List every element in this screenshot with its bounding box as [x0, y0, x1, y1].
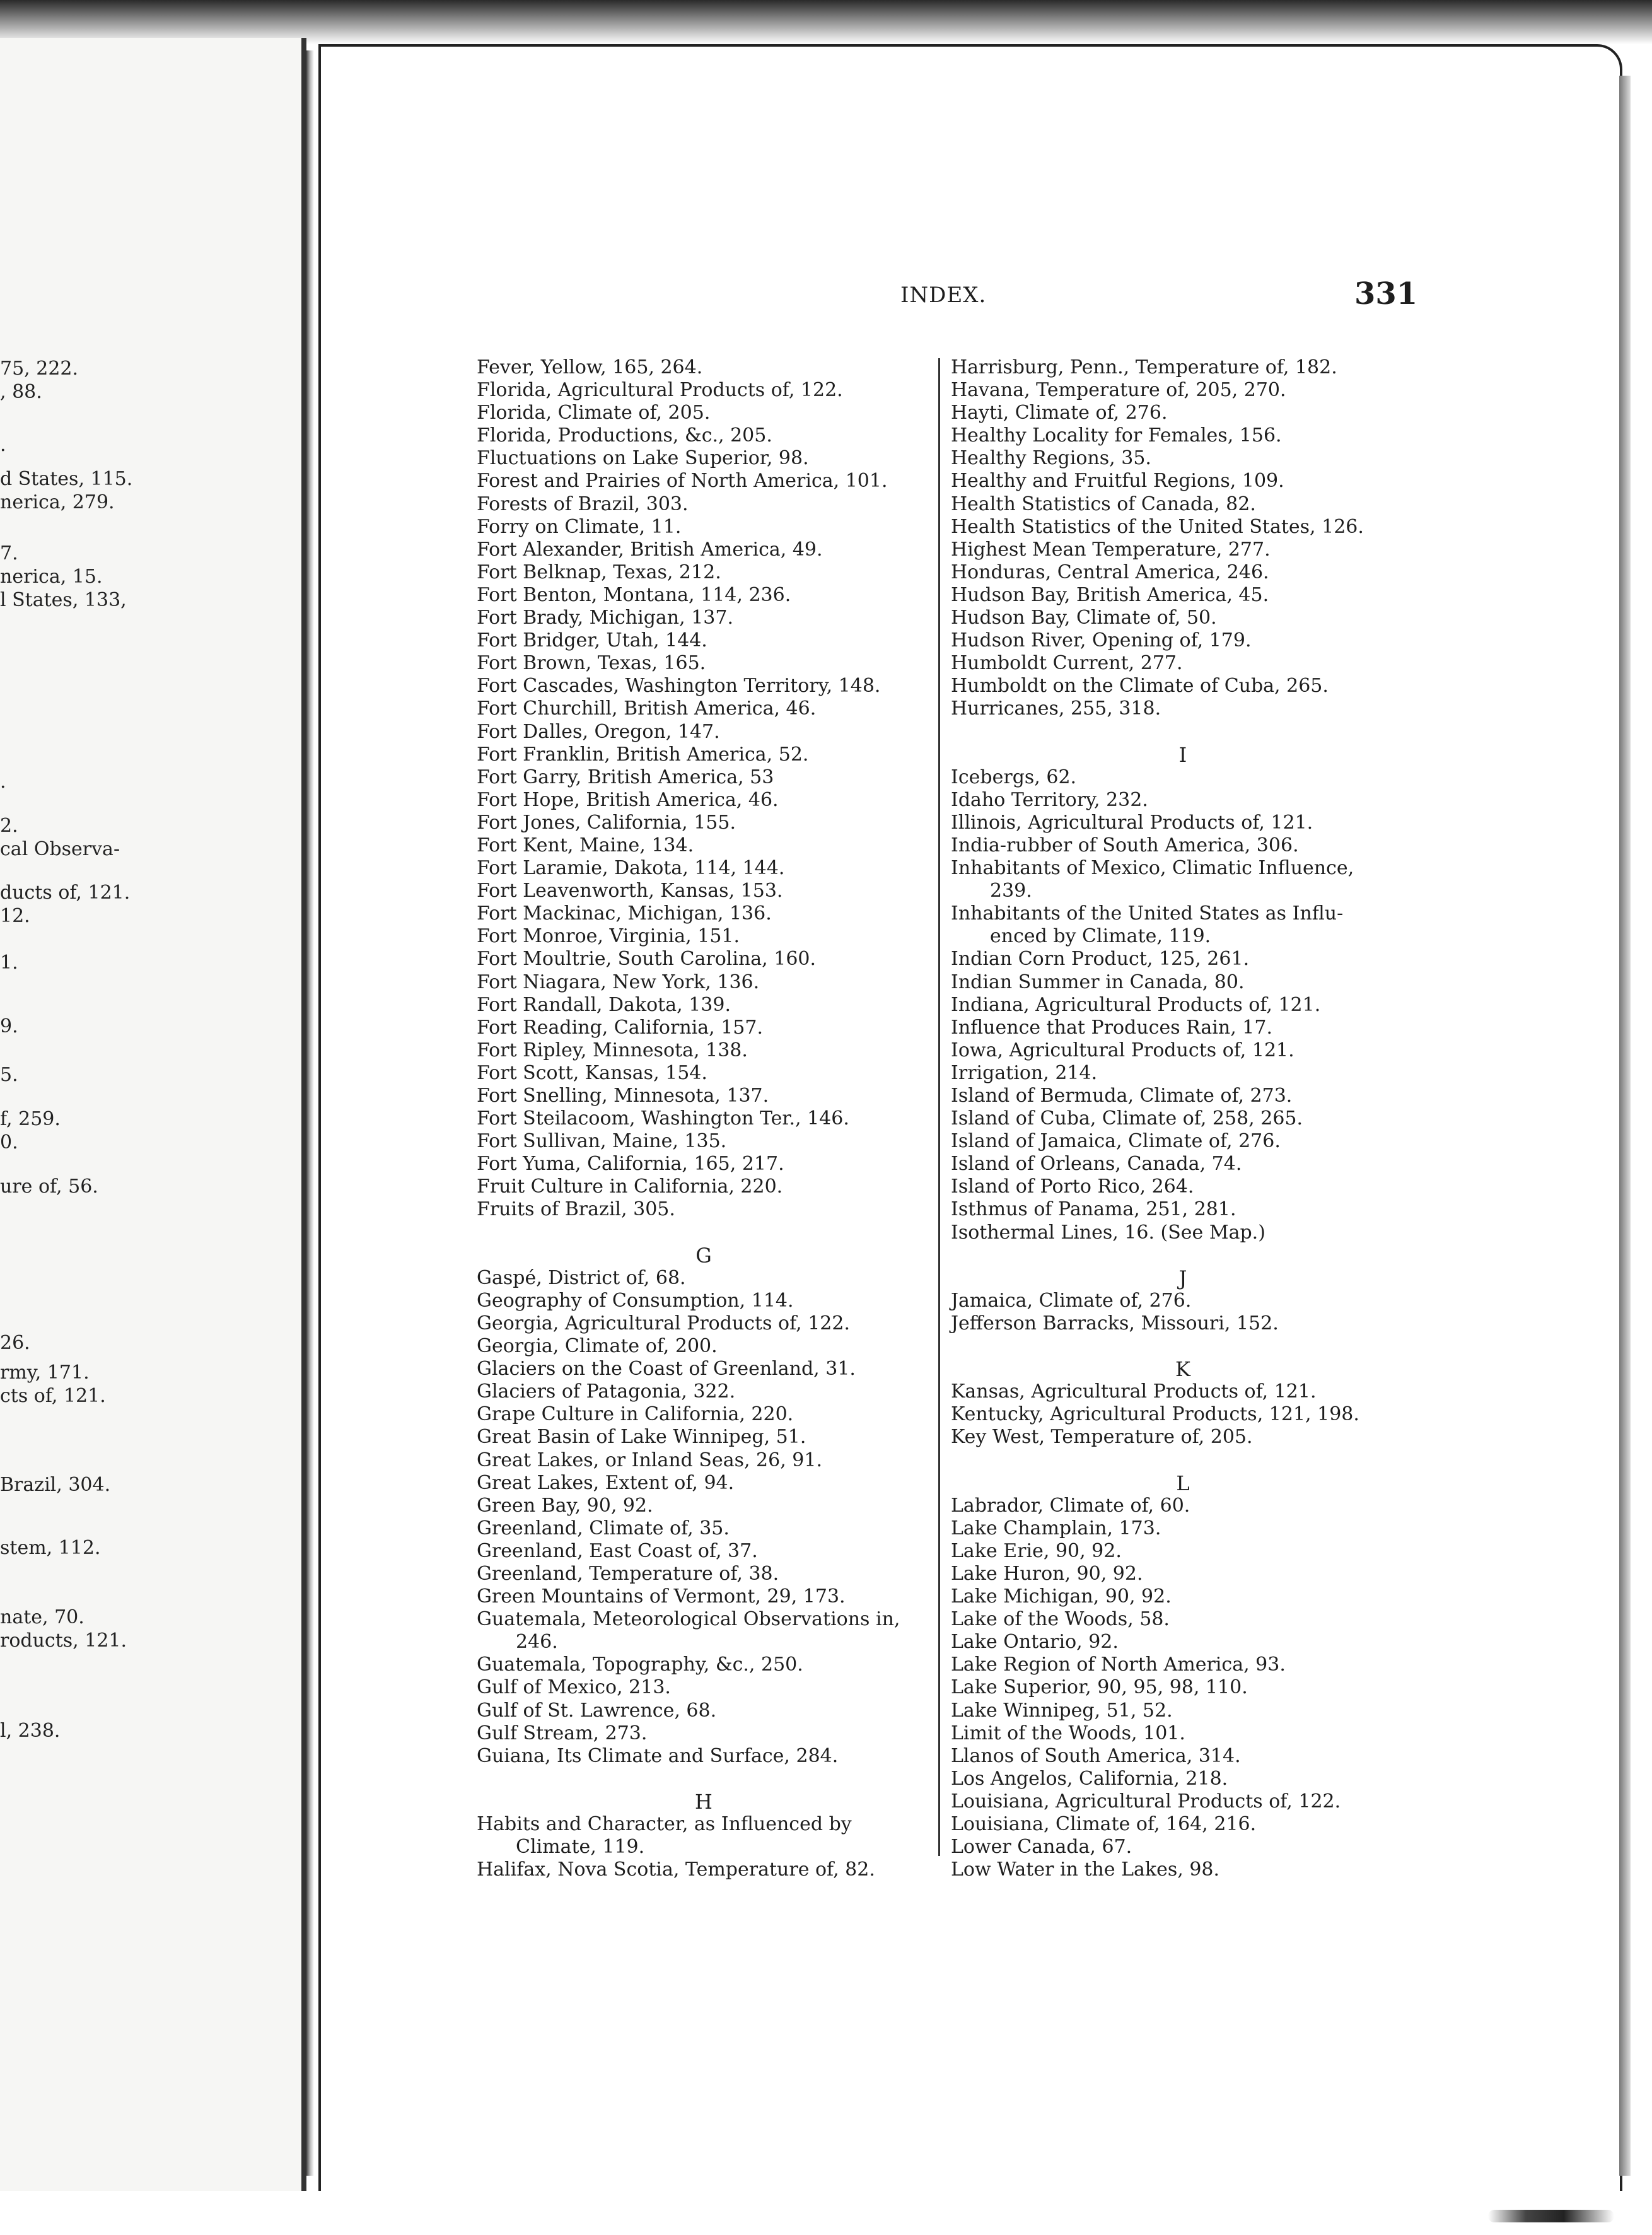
section-letter: I: [1178, 742, 1187, 767]
facing-page-text: 5.: [0, 1064, 18, 1086]
index-column-right: [951, 356, 1415, 1881]
index-entry-continuation: 246.: [516, 1631, 558, 1654]
index-entry: Georgia, Agricultural Products of, 122.: [477, 1312, 851, 1334]
index-entry: Low Water in the Lakes, 98.: [951, 1859, 1220, 1881]
column-rule: [938, 358, 940, 1856]
index-entry: Fort Monroe, Virginia, 151.: [477, 925, 740, 948]
index-entry: Florida, Climate of, 205.: [477, 402, 711, 424]
index-entry: Fort Reading, California, 157.: [477, 1016, 763, 1039]
index-entry: Icebergs, 62.: [951, 766, 1077, 788]
index-entry: Fort Hope, British America, 46.: [477, 788, 779, 811]
index-entry: Fort Garry, British America, 53: [477, 766, 774, 788]
index-entry: Gaspé, District of, 68.: [477, 1266, 686, 1289]
index-entry: Island of Cuba, Climate of, 258, 265.: [951, 1107, 1303, 1130]
index-entry: Fort Niagara, New York, 136.: [477, 971, 760, 993]
index-entry: Great Lakes, or Inland Seas, 26, 91.: [477, 1449, 823, 1471]
index-entry: Labrador, Climate of, 60.: [951, 1494, 1190, 1517]
index-entry: Influence that Produces Rain, 17.: [951, 1016, 1272, 1039]
index-entry: Forests of Brazil, 303.: [477, 493, 689, 515]
index-entry: Jefferson Barracks, Missouri, 152.: [951, 1312, 1279, 1334]
index-entry: Fort Laramie, Dakota, 114, 144.: [477, 857, 785, 880]
index-entry-continuation: Climate, 119.: [516, 1836, 645, 1859]
facing-page-text: 12.: [0, 905, 30, 927]
index-entry: Fort Mackinac, Michigan, 136.: [477, 902, 772, 925]
index-entry: Highest Mean Temperature, 277.: [951, 538, 1271, 561]
facing-page-text: nerica, 15.: [0, 566, 103, 588]
index-entry: Harrisburg, Penn., Temperature of, 182.: [951, 356, 1337, 378]
index-entry: Green Mountains of Vermont, 29, 173.: [477, 1585, 846, 1608]
index-entry: Geography of Consumption, 114.: [477, 1289, 794, 1312]
index-entry: Hudson River, Opening of, 179.: [951, 629, 1252, 652]
index-entry: Guatemala, Meteorological Observations in,: [477, 1608, 900, 1631]
index-entry: Fruit Culture in California, 220.: [477, 1176, 783, 1198]
index-entry: Gulf Stream, 273.: [477, 1722, 648, 1744]
index-entry: Kentucky, Agricultural Products, 121, 198.: [951, 1403, 1359, 1426]
index-entry: Fort Moultrie, South Carolina, 160.: [477, 948, 817, 971]
facing-page-text: l, 238.: [0, 1720, 61, 1742]
facing-page-text: 9.: [0, 1015, 18, 1037]
index-entry: Illinois, Agricultural Products of, 121.: [951, 811, 1313, 834]
index-entry: Fort Churchill, British America, 46.: [477, 697, 817, 720]
index-entry: Fort Brady, Michigan, 137.: [477, 607, 733, 629]
index-entry: Fort Kent, Maine, 134.: [477, 834, 694, 856]
index-entry: Guatemala, Topography, &c., 250.: [477, 1654, 803, 1676]
facing-page-text: ducts of, 121.: [0, 882, 131, 904]
index-entry: Fort Sullivan, Maine, 135.: [477, 1130, 727, 1153]
section-letter: G: [695, 1243, 712, 1268]
index-entry: Health Statistics of Canada, 82.: [951, 493, 1256, 515]
index-entry: India-rubber of South America, 306.: [951, 834, 1299, 856]
index-entry: Fort Dalles, Oregon, 147.: [477, 720, 720, 743]
facing-page-fragment: [0, 38, 306, 2195]
facing-page-text: rmy, 171.: [0, 1362, 90, 1384]
index-entry: Green Bay, 90, 92.: [477, 1494, 653, 1517]
index-entry: Humboldt Current, 277.: [951, 652, 1183, 675]
index-entry: Fort Franklin, British America, 52.: [477, 743, 809, 766]
facing-page-text: cal Observa-: [0, 838, 120, 860]
index-entry: Gulf of Mexico, 213.: [477, 1676, 671, 1699]
index-entry: Honduras, Central America, 246.: [951, 561, 1269, 583]
index-entry-continuation: enced by Climate, 119.: [990, 925, 1211, 948]
index-entry: Idaho Territory, 232.: [951, 788, 1148, 811]
index-entry: Fort Leavenworth, Kansas, 153.: [477, 880, 783, 902]
index-entry: Isthmus of Panama, 251, 281.: [951, 1198, 1236, 1221]
facing-page-text: f, 259.: [0, 1108, 61, 1130]
index-entry: Key West, Temperature of, 205.: [951, 1426, 1253, 1449]
index-entry: Lake Superior, 90, 95, 98, 110.: [951, 1676, 1248, 1699]
index-entry: Glaciers on the Coast of Greenland, 31.: [477, 1358, 856, 1380]
facing-page-text: 7.: [0, 542, 18, 564]
index-entry: Fluctuations on Lake Superior, 98.: [477, 447, 809, 470]
facing-page-text: roducts, 121.: [0, 1630, 127, 1652]
index-entry: Fort Benton, Montana, 114, 236.: [477, 583, 791, 606]
index-entry: Great Basin of Lake Winnipeg, 51.: [477, 1426, 806, 1449]
page-number: 331: [1354, 276, 1418, 312]
facing-page-text: 0.: [0, 1131, 18, 1153]
index-entry: Lake Region of North America, 93.: [951, 1654, 1286, 1676]
index-entry: Island of Porto Rico, 264.: [951, 1176, 1194, 1198]
section-letter: J: [1178, 1266, 1187, 1290]
index-entry: Indian Summer in Canada, 80.: [951, 971, 1245, 993]
section-letter: H: [695, 1789, 713, 1814]
index-entry: Iowa, Agricultural Products of, 121.: [951, 1039, 1294, 1061]
index-entry: Lake Michigan, 90, 92.: [951, 1585, 1172, 1608]
facing-page-text: , 88.: [0, 381, 42, 403]
running-head: INDEX.: [900, 283, 987, 308]
index-entry-continuation: 239.: [990, 880, 1032, 902]
index-entry: Florida, Agricultural Products of, 122.: [477, 379, 843, 402]
index-entry: Isothermal Lines, 16. (See Map.): [951, 1221, 1265, 1244]
facing-page-text: stem, 112.: [0, 1537, 101, 1559]
index-entry: Fever, Yellow, 165, 264.: [477, 356, 703, 378]
index-entry: Hudson Bay, British America, 45.: [951, 583, 1269, 606]
index-entry: Louisiana, Agricultural Products of, 122.: [951, 1790, 1341, 1812]
index-column-left: [477, 356, 931, 1881]
index-entry: Lake of the Woods, 58.: [951, 1608, 1170, 1631]
index-entry: Greenland, East Coast of, 37.: [477, 1539, 758, 1562]
index-entry: Greenland, Climate of, 35.: [477, 1517, 730, 1539]
index-entry: Fort Ripley, Minnesota, 138.: [477, 1039, 748, 1061]
index-entry: Glaciers of Patagonia, 322.: [477, 1380, 736, 1403]
index-entry: Jamaica, Climate of, 276.: [951, 1289, 1192, 1312]
index-entry: Lake Winnipeg, 51, 52.: [951, 1699, 1173, 1722]
index-entry: Grape Culture in California, 220.: [477, 1403, 794, 1426]
index-entry: Lake Champlain, 173.: [951, 1517, 1161, 1539]
facing-page-text: 2.: [0, 815, 18, 837]
index-entry: Habits and Character, as Influenced by: [477, 1813, 852, 1835]
index-entry: Fort Bridger, Utah, 144.: [477, 629, 707, 652]
index-entry: Island of Orleans, Canada, 74.: [951, 1153, 1242, 1176]
index-entry: Fort Alexander, British America, 49.: [477, 538, 823, 561]
index-entry: Havana, Temperature of, 205, 270.: [951, 379, 1286, 402]
index-entry: Fruits of Brazil, 305.: [477, 1198, 675, 1221]
section-letter: L: [1176, 1471, 1190, 1495]
facing-page-text: nerica, 279.: [0, 491, 115, 513]
index-entry: Fort Jones, California, 155.: [477, 811, 736, 834]
index-entry: Fort Brown, Texas, 165.: [477, 652, 706, 675]
index-entry: Irrigation, 214.: [951, 1061, 1098, 1084]
index-entry: Llanos of South America, 314.: [951, 1744, 1241, 1767]
index-entry: Fort Belknap, Texas, 212.: [477, 561, 721, 583]
index-entry: Fort Cascades, Washington Territory, 148.: [477, 675, 881, 697]
facing-page-text: l States, 133,: [0, 589, 127, 611]
index-entry: Indian Corn Product, 125, 261.: [951, 948, 1250, 971]
facing-page-text: .: [0, 434, 6, 456]
index-entry: Louisiana, Climate of, 164, 216.: [951, 1813, 1257, 1835]
index-entry: Lower Canada, 67.: [951, 1836, 1132, 1859]
facing-page-text: nate, 70.: [0, 1606, 84, 1628]
index-entry: Island of Jamaica, Climate of, 276.: [951, 1130, 1281, 1153]
index-entry: Indiana, Agricultural Products of, 121.: [951, 993, 1321, 1016]
index-entry: Guiana, Its Climate and Surface, 284.: [477, 1744, 839, 1767]
index-entry: Limit of the Woods, 101.: [951, 1722, 1185, 1744]
facing-page-text: .: [0, 771, 6, 793]
scan-smudge: [1488, 2210, 1614, 2222]
facing-page-text: 26.: [0, 1332, 30, 1354]
index-entry: Los Angelos, California, 218.: [951, 1767, 1228, 1790]
index-entry: Halifax, Nova Scotia, Temperature of, 82.: [477, 1859, 875, 1881]
index-entry: Lake Ontario, 92.: [951, 1631, 1119, 1654]
index-entry: Healthy Locality for Females, 156.: [951, 424, 1282, 447]
index-entry: Inhabitants of Mexico, Climatic Influence,: [951, 857, 1354, 880]
index-entry: Lake Erie, 90, 92.: [951, 1539, 1122, 1562]
facing-page-text: 75, 222.: [0, 358, 79, 380]
book-gutter: [306, 50, 314, 2176]
index-entry: Fort Randall, Dakota, 139.: [477, 993, 731, 1016]
scan-bottom: [0, 2191, 1652, 2235]
index-entry: Florida, Productions, &c., 205.: [477, 424, 772, 447]
facing-page-text: Brazil, 304.: [0, 1474, 111, 1496]
index-entry: Fort Scott, Kansas, 154.: [477, 1061, 707, 1084]
index-entry: Forest and Prairies of North America, 101.: [477, 470, 888, 493]
index-entry: Lake Huron, 90, 92.: [951, 1562, 1143, 1585]
index-entry: Humboldt on the Climate of Cuba, 265.: [951, 675, 1329, 697]
index-entry: Gulf of St. Lawrence, 68.: [477, 1699, 717, 1722]
index-entry: Great Lakes, Extent of, 94.: [477, 1471, 735, 1494]
index-entry: Forry on Climate, 11.: [477, 515, 682, 538]
index-entry: Fort Snelling, Minnesota, 137.: [477, 1085, 769, 1107]
facing-page-text: d States, 115.: [0, 468, 133, 490]
facing-page-text: 1.: [0, 952, 18, 974]
index-entry: Fort Steilacoom, Washington Ter., 146.: [477, 1107, 849, 1130]
index-entry: Health Statistics of the United States, 126.: [951, 515, 1364, 538]
section-letter: K: [1175, 1357, 1190, 1382]
facing-page-text: cts of, 121.: [0, 1385, 106, 1407]
index-entry: Island of Bermuda, Climate of, 273.: [951, 1085, 1293, 1107]
index-entry: Greenland, Temperature of, 38.: [477, 1562, 779, 1585]
index-entry: Inhabitants of the United States as Influ-: [951, 902, 1344, 925]
index-entry: Hayti, Climate of, 276.: [951, 402, 1168, 424]
page-edge: [1619, 76, 1631, 2176]
index-entry: Kansas, Agricultural Products of, 121.: [951, 1380, 1317, 1403]
index-entry: Healthy and Fruitful Regions, 109.: [951, 470, 1284, 493]
index-entry: Hudson Bay, Climate of, 50.: [951, 607, 1217, 629]
index-entry: Healthy Regions, 35.: [951, 447, 1151, 470]
index-entry: Georgia, Climate of, 200.: [477, 1335, 718, 1358]
facing-page-text: ure of, 56.: [0, 1176, 98, 1198]
index-entry: Hurricanes, 255, 318.: [951, 697, 1161, 720]
index-entry: Fort Yuma, California, 165, 217.: [477, 1153, 784, 1176]
